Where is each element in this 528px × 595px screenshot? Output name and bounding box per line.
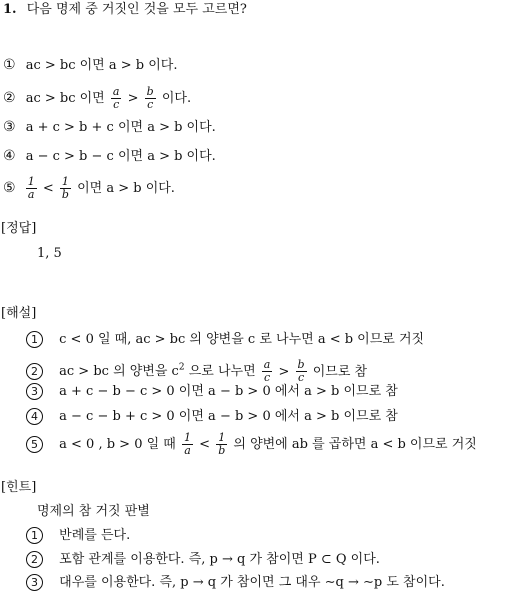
solution-marker: 5 — [26, 436, 43, 453]
option-text: ac > bc 이면 — [25, 91, 105, 106]
option-marker: ⑤ — [3, 180, 16, 196]
solution-text: a − c − b + c > 0 이면 a − b > 0 에서 a > b 이므로 참 — [59, 409, 398, 424]
hint-title: 명제의 참 거짓 판별 — [37, 504, 150, 519]
relation: < — [199, 437, 211, 452]
option-2 — [3, 80, 191, 116]
solution-item-5 — [26, 425, 477, 465]
hint-text: 반례를 든다. — [59, 528, 131, 543]
option-text-end: 이다. — [161, 91, 192, 106]
option-text: a − c > b − c 이면 a > b 이다. — [25, 149, 216, 164]
question-text: 다음 명제 중 거짓인 것을 모두 고르면? — [26, 2, 247, 17]
option-text: ac > bc 이면 a > b 이다. — [25, 58, 178, 73]
solution-text: a + c − b − c > 0 이면 a − b > 0 에서 a > b 이므로 참 — [59, 384, 398, 399]
solution-text-end: 의 양변에 ab 를 곱하면 a < b 이므로 거짓 — [233, 437, 477, 452]
solution-item-4 — [26, 408, 398, 426]
option-1 — [3, 56, 178, 75]
solution-label: [해설] — [1, 306, 37, 321]
option-5 — [3, 170, 175, 206]
fraction: $\frac{b}{c}$ — [297, 358, 305, 385]
fraction: $\frac{a}{c}$ — [263, 358, 271, 385]
solution-item-2 — [26, 350, 367, 386]
option-marker: ② — [3, 90, 16, 106]
option-marker: ④ — [3, 148, 16, 164]
option-text-end: 이면 a > b 이다. — [77, 181, 175, 196]
solution-text: c < 0 일 때, ac > bc 의 양변을 c 로 나누면 a < b 이므로 거짓 — [59, 332, 425, 347]
fraction: $\frac{1}{b}$ — [61, 175, 69, 201]
option-marker: ① — [3, 57, 16, 73]
solution-text: ac > bc 의 양변을 $c^2$ 으로 나누면 — [59, 363, 256, 380]
solution-marker: 1 — [26, 331, 43, 348]
relation: < — [42, 181, 54, 196]
hint-item-1 — [26, 527, 130, 545]
option-4 — [3, 147, 216, 166]
fraction: $\frac{b}{c}$ — [146, 85, 154, 111]
option-marker: ③ — [3, 119, 16, 135]
hint-item-2 — [26, 551, 380, 569]
hint-marker: 1 — [26, 527, 43, 544]
fraction: $\frac{1}{a}$ — [27, 175, 35, 201]
option-3 — [3, 118, 216, 137]
question-number: 1. — [3, 2, 17, 17]
hint-marker: 3 — [26, 574, 43, 591]
solution-marker: 3 — [26, 383, 43, 400]
hint-label: [힌트] — [1, 480, 37, 495]
solution-marker: 4 — [26, 408, 43, 425]
solution-item-3 — [26, 383, 398, 401]
fraction: $\frac{1}{b}$ — [218, 431, 226, 457]
option-text: a + c > b + c 이면 a > b 이다. — [25, 120, 216, 135]
hint-text: 포함 관계를 이용한다. 즉, p → q 가 참이면 P ⊂ Q 이다. — [59, 552, 380, 567]
relation: > — [278, 364, 290, 380]
hint-text: 대우를 이용한다. 즉, p → q 가 참이면 그 대우 ∼q → ∼p 도 참이다. — [59, 575, 445, 590]
answer-value: 1, 5 — [37, 246, 62, 261]
relation: > — [127, 91, 139, 106]
fraction: $\frac{1}{a}$ — [184, 431, 191, 457]
question-title — [3, 1, 247, 19]
hint-marker: 2 — [26, 551, 43, 568]
fraction: $\frac{a}{c}$ — [112, 85, 120, 111]
answer-label: [정답] — [1, 221, 37, 236]
solution-text: a < 0 , b > 0 일 때 — [59, 437, 176, 452]
solution-text-end: 이므로 참 — [312, 364, 368, 380]
hint-item-3 — [26, 574, 445, 592]
solution-item-1 — [26, 331, 424, 349]
solution-marker: 2 — [26, 363, 43, 380]
